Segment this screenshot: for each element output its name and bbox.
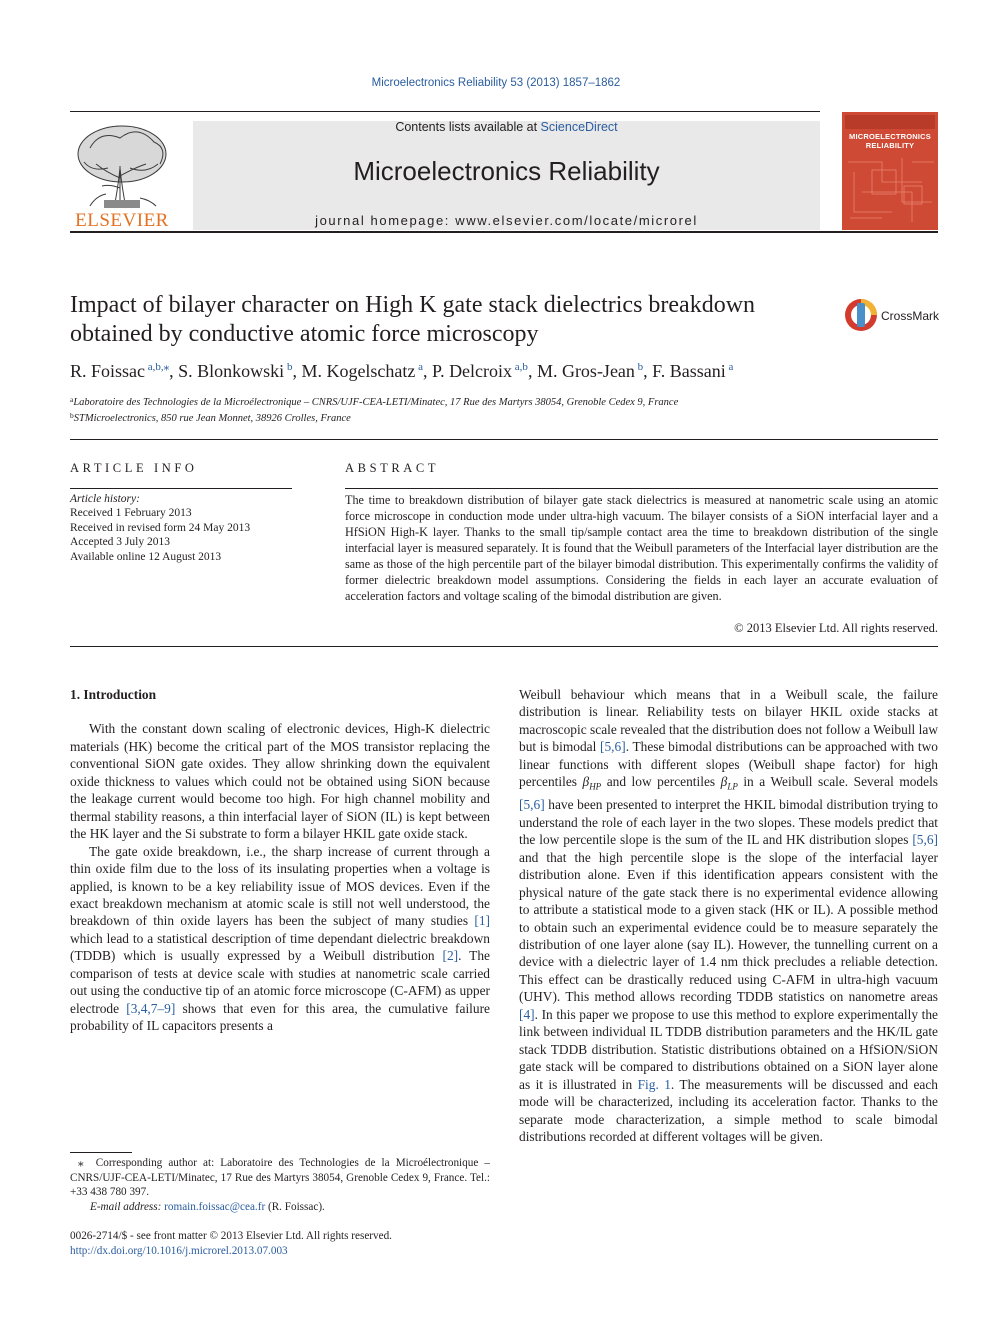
text-run: and low percentiles: [601, 774, 721, 790]
doi-link[interactable]: http://dx.doi.org/10.1016/j.microrel.2013.07.003: [70, 1244, 288, 1257]
citation-link[interactable]: [2]: [442, 948, 459, 964]
text-run: . These bimodal distributions can be approached with two linear functions with different slopes (Weibull shape factor) for high percentiles: [519, 739, 938, 790]
affiliation-mark: b: [70, 410, 74, 420]
abstract-rule: [345, 488, 938, 489]
article-info-rule: [70, 488, 292, 489]
crossmark-label[interactable]: CrossMark: [881, 309, 940, 323]
issn-doi-block: [70, 1229, 490, 1258]
crossmark-icon[interactable]: [843, 297, 879, 333]
article-title: Impact of bilayer character on High K gate stack dielectrics breakdown obtained by conductive atomic force microscopy: [70, 292, 756, 347]
article-history-label: Article history:: [70, 493, 140, 505]
author-affiliation-mark[interactable]: b: [284, 361, 293, 373]
body-rule: [70, 646, 938, 647]
masthead-rule-top: [70, 111, 820, 112]
citation-link[interactable]: [4]: [519, 1006, 535, 1022]
sciencedirect-link[interactable]: ScienceDirect: [540, 120, 618, 134]
author-separator: ,: [527, 361, 537, 381]
author-name: R. Foissac: [70, 361, 146, 381]
history-online: Available online 12 August 2013: [70, 550, 222, 563]
text-run: The gate oxide breakdown, i.e., the sharp increase of current through a thin oxide film due to the loss of its insulating properties when a voltage is applied, is known to be a key reliability issue of MOS devices. Even if the exact breakdown mechanism at atomic scale is still not well understood, the breakdown of thin oxide layers has been the subject of many studies: [70, 843, 490, 929]
author-name: F. Bassani: [652, 361, 726, 381]
journal-homepage: journal homepage: www.elsevier.com/locate/microrel: [315, 213, 698, 228]
abstract-copyright: © 2013 Elsevier Ltd. All rights reserved.: [734, 621, 938, 635]
journal-cover-thumbnail[interactable]: [842, 112, 938, 230]
text-run: With the constant down scaling of electronic devices, High-K dielectric materials (HK) become the critical part of the MOS transistor replacing the conventional SiON gate oxides. They allow shrinking down the equivalent oxide thickness to values which could not be obtained using SiON because the leakage current would become too high. For high channel mobility and thermal stability reasons, a thin interfacial layer of SiON (IL) is kept between the HK layer and the Si substrate to form a bilayer HKIL gate oxide stack.: [70, 721, 490, 842]
math-symbol: $\beta_{LP}$: [720, 774, 738, 792]
author-list: [70, 361, 938, 382]
author-name: M. Gros-Jean: [536, 361, 635, 381]
footnote-rule: [70, 1152, 132, 1153]
left-paragraphs: [70, 720, 490, 1034]
author-name: M. Kogelschatz: [301, 361, 416, 381]
author-name: S. Blonkowski: [178, 361, 285, 381]
abstract-text: The time to breakdown distribution of bilayer gate stack dielectrics is measured at nanometric scale using an atomic force microscope in conduction mode under ultra-high vacuum. The bilayer consists of a SiON interfacial layer and a HfSiON High-K layer. Thanks to the small tip/sample contact area the time to breakdown distribution of the single interfacial layer is measured separately. It is found that the Weibull parameters of the Interfacial layer distribution are the same as those of the high percentile part of the bilayer bimodal distribution. This experimentally confirms the validity of former dielectric breakdown model assumptions. Considering the fields in each layer an accurate evaluation of acceleration factors and voltage scaling of the bimodal distribution are given.: [345, 493, 938, 603]
abstract-heading: ABSTRACT: [345, 461, 440, 475]
text-run: . The comparison of tests at device scale with studies at nanometric scale carried out using the conductive tip of an atomic force microscope (C-AFM) as upper electrode: [70, 948, 490, 1016]
author-affiliation-mark[interactable]: a: [725, 361, 734, 373]
text-run: and that the high percentile slope is the slope of the interfacial layer distribution alone. Even if this identification appears consistent with the physical nature of the gate stack there is no experimental evidence allowing to attribute a statistical mode to a given stack (HK or IL). A possible method to obtain such an experimental evidence could be to measure separately the distribution of one layer alone (say IL). However, the tunnelling current on a device with a dielectric layer of 1.4 nm thick precludes a reliable detection. This effect can be drastically reduced using C-AFM in ultra-high vacuum (UHV). This method allows recording TDDB statistics on nanometre areas: [519, 849, 938, 1005]
contents-available: Contents lists available at ScienceDirect: [395, 120, 618, 134]
history-revised: Received in revised form 24 May 2013: [70, 521, 251, 534]
affiliation-text: STMicroelectronics, 850 rue Jean Monnet, 38926 Crolles, France: [73, 412, 351, 424]
section-heading-introduction: 1. Introduction: [70, 687, 157, 702]
author-name: P. Delcroix: [432, 361, 513, 381]
author-affiliation-mark[interactable]: b: [634, 361, 644, 373]
cover-circuit-graphic: [842, 112, 938, 230]
math-symbol: $\beta_{HP}$: [582, 774, 602, 792]
body-paragraph: [70, 843, 490, 1035]
affiliation-a: [70, 395, 938, 411]
masthead-rule-bottom: [70, 231, 938, 233]
citation-link[interactable]: [5,6]: [912, 832, 938, 848]
email-note: E-mail address: romain.foissac@cea.fr (R. Foissac).: [90, 1200, 325, 1213]
body-column-left: [70, 686, 490, 1035]
text-run: Weibull behaviour which means that in a Weibull scale, the failure distribution is linear. Reliability tests on bilayer HKIL oxide stacks at macroscopic scale revealed that the distribution does not follow a Weibull law but is bimodal: [519, 687, 938, 755]
homepage-link[interactable]: www.elsevier.com/locate/microrel: [455, 213, 698, 228]
author-separator: ,: [169, 361, 179, 381]
body-paragraph: [519, 686, 938, 1145]
citation-link[interactable]: [5,6]: [600, 739, 626, 755]
body-paragraph: [70, 720, 490, 842]
citation-link[interactable]: Fig. 1: [637, 1076, 671, 1092]
affiliations: [70, 395, 938, 426]
text-run: which lead to a statistical description of time dependant dielectric breakdown (TDDB) which is usually expressed by a Weibull distribution: [70, 930, 490, 964]
citation-link[interactable]: [3,4,7–9]: [126, 1000, 176, 1016]
author-separator: ,: [643, 361, 653, 381]
author-affiliation-mark[interactable]: a: [415, 361, 424, 373]
affiliation-text: Laboratoire des Technologies de la Microélectronique – CNRS/UJF-CEA-LETI/Minatec, 17 Rue des Martyrs 38054, Grenoble Cedex 9, France: [73, 397, 679, 408]
cover-title: MICROELECTRONICS RELIABILITY: [849, 132, 931, 150]
issn-line: 0026-2714/$ - see front matter © 2013 Elsevier Ltd. All rights reserved.: [70, 1230, 392, 1242]
article-info-heading: ARTICLE INFO: [70, 461, 198, 475]
author-affiliation-mark[interactable]: a,b: [512, 361, 528, 373]
author-affiliation-mark[interactable]: a,b,⁎: [145, 361, 170, 373]
citation-link[interactable]: [5,6]: [519, 797, 545, 813]
citation-link[interactable]: [1]: [474, 913, 490, 929]
journal-title: Microelectronics Reliability: [353, 156, 660, 186]
email-link[interactable]: romain.foissac@cea.fr: [164, 1200, 266, 1213]
footnotes: [70, 1156, 490, 1214]
text-run: in a Weibull scale. Several models: [737, 774, 938, 790]
text-run: have been presented to interpret the HKIL bimodal distribution trying to understand the role of each layer in the two slopes. These models predict that the low percentile slope is the sum of the IL and HK distribution slopes: [519, 797, 938, 848]
body-column-right: [519, 686, 938, 1145]
affiliation-rule: [70, 439, 938, 440]
text-run: . In this paper we propose to use this method to explore experimentally the link between individual IL TDDB distribution parameters and the HK/IL gate stack TDDB distribution. Statistic distributions obtained on a HfSiON/SiON gate stack will be compared to distributions obtained on a SiON layer alone as it is illustrated in: [519, 1006, 938, 1092]
corresponding-author-note: ⁎ Corresponding author at: Laboratoire des Technologies de la Microélectronique – CNRS/UJF-CEA-LETI/Minatec, 17 Rue des Martyrs 38054, Grenoble Cedex 9, France. Tel.: +33 438 780 397.: [70, 1157, 490, 1199]
article-history: [70, 492, 300, 564]
author-separator: ,: [423, 361, 433, 381]
affiliation-mark: a: [70, 395, 74, 404]
elsevier-wordmark: ELSEVIER: [75, 210, 169, 231]
history-accepted: Accepted 3 July 2013: [70, 536, 170, 549]
journal-citation[interactable]: Microelectronics Reliability 53 (2013) 1857–1862: [371, 77, 621, 89]
text-run: . The measurements will be discussed and each mode will be characterized, including its acceleration factor. Thanks to the separate mode characterization, a simple method to scale bimodal distributions recorded at different voltages will be given.: [519, 1076, 938, 1144]
affiliation-b: [70, 411, 938, 427]
author-separator: ,: [292, 361, 302, 381]
history-received: Received 1 February 2013: [70, 507, 192, 520]
text-run: shows that even for this area, the cumulative failure probability of IL capacitors presents a: [70, 1000, 490, 1034]
